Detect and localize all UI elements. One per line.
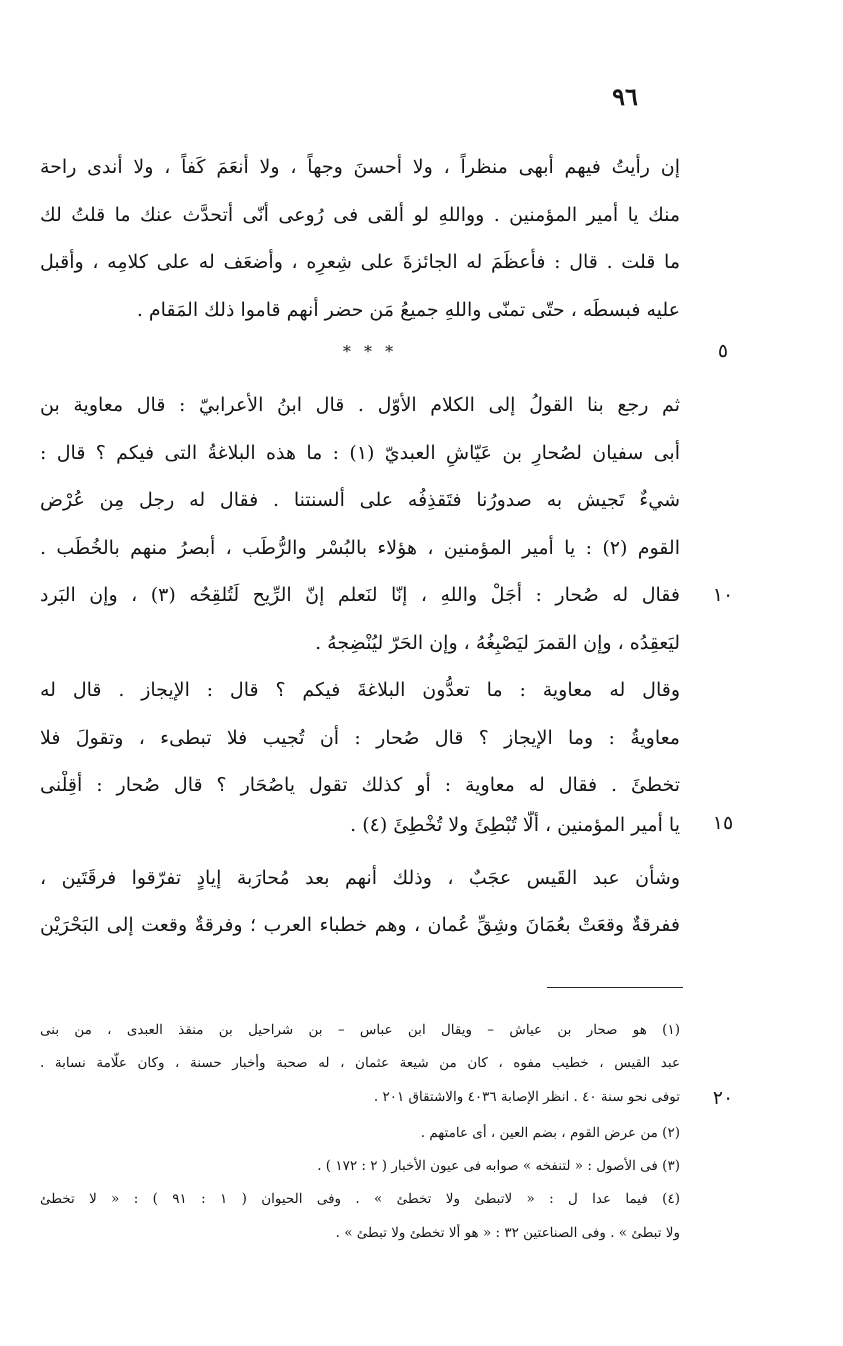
body-line: فقال له صُحار : أجَلْ واللهِ ، إنّا لنَعلم إنّ الرِّيح لَتُلقِحُه (٣) ، وإن البَرد bbox=[40, 584, 680, 606]
body-line: عليه فبسطَه ، حتّى تمنّى واللهِ جميعُ مَن حضر أنهم قاموا ذلك المَقام . bbox=[136, 299, 680, 321]
body-line: وقال له معاوية : ما تعدُّون البلاغةَ فيكم ؟ قال : الإيجاز . قال له bbox=[40, 679, 680, 701]
body-line: ثم رجع بنا القولُ إلى الكلام الأوّل . قال ابنُ الأعرابيّ : قال معاوية بن bbox=[40, 394, 680, 416]
body-line: ليَعقِدُه ، وإن القمرَ ليَصْبِغُهُ ، وإن الحَرّ ليُنْضِجهُ . bbox=[315, 632, 680, 654]
body-line: ما قلت . قال : فأعظَمَ له الجائزةَ على شِعرِه ، وأضعَف له على كلامِه ، وأقبل bbox=[40, 251, 680, 273]
footnote-separator-rule bbox=[547, 987, 683, 988]
body-line: شيءٌ تَجيش به صدورُنا فتَقذِفُه على ألسنتنا . فقال له رجل مِن عُرْض bbox=[40, 489, 680, 511]
body-line: معاويةُ : وما الإيجاز ؟ قال صُحار : أن تُجيب فلا تبطىء ، وتقولَ فلا bbox=[40, 727, 680, 749]
margin-line-number-10: ١٠ bbox=[712, 584, 734, 606]
footnote-line: ولا تبطئ » . وفى الصناعتين ٣٢ : « هو ألا تخطئ ولا تبطئ » . bbox=[335, 1225, 680, 1241]
footnote-line: (٢) من عرض القوم ، بضم العين ، أى عامتهم . bbox=[420, 1125, 680, 1141]
margin-line-number-20: ٢٠ bbox=[712, 1087, 734, 1109]
body-line: القوم (٢) : يا أمير المؤمنين ، هؤلاء بالبُسْر والرُّطَب ، أبصرُ منهم بالخُطَب . bbox=[40, 537, 680, 559]
footnote-line: (٣) فى الأصول : « لتنفخه » صوابه فى عيون الأخبار ( ٢ : ١٧٢ ) . bbox=[317, 1158, 680, 1174]
page-number: ٩٦ bbox=[612, 82, 638, 111]
body-line: تخطئَ . فقال له معاوية : أو كذلك تقول ياصُحَار ؟ قال صُحار : أقِلْنى bbox=[40, 774, 680, 796]
margin-line-number-5: ٥ bbox=[717, 340, 729, 362]
body-line: إن رأيتُ فيهم أبهى منظراً ، ولا أحسنَ وجهاً ، ولا أنعَمَ كَفاً ، ولا أندى راحة bbox=[40, 156, 680, 178]
footnote-line: عبد القيس ، خطيب مفوه ، كان من شيعة عثمان ، له صحبة وأخبار حسنة ، وكان علّامة نسابة . bbox=[40, 1055, 680, 1071]
body-line: وشأن عبد القَيس عجَبٌ ، وذلك أنهم بعد مُحارَبة إيادٍ تفرّقوا فرقَتَين ، bbox=[40, 867, 680, 889]
body-line: أبى سفيان لصُحارِ بن عَيّاشٍ العبديّ (١) : ما هذه البلاغةُ التى فيكم ؟ قال : bbox=[40, 442, 680, 464]
footnote-line: (٤) فيما عدا ل : « لاتبطئ ولا تخطئ » . وفى الحيوان ( ١ : ٩١ ) : « لا تخطئ bbox=[40, 1191, 680, 1207]
body-line: منك يا أمير المؤمنين . وواللهِ لو أُلقى فى رُوعى أنّى أتحدَّث عنك ما قلتُ لك bbox=[40, 204, 680, 226]
section-separator: * * * bbox=[342, 342, 398, 361]
margin-line-number-15: ١٥ bbox=[712, 812, 734, 834]
footnote-line: (١) هو صحار بن عياش – ويقال ابن عباس – بن شراحيل بن منقذ العبدى ، من بنى bbox=[40, 1022, 680, 1038]
body-line: يا أمير المؤمنين ، ألّا تُبْطِئَ ولا تُخْطِئَ (٤) . bbox=[350, 814, 680, 836]
footnote-line: توفى نحو سنة ٤٠ . انظر الإصابة ٤٠٣٦ والاشتقاق ٢٠١ . bbox=[373, 1089, 680, 1105]
body-line: ففرقةٌ وقعَتْ بعُمَانَ وشِقِّ عُمان ، وهم خطباء العرب ؛ وفرقةٌ وقعت إلى البَحْرَيْن bbox=[40, 914, 680, 936]
